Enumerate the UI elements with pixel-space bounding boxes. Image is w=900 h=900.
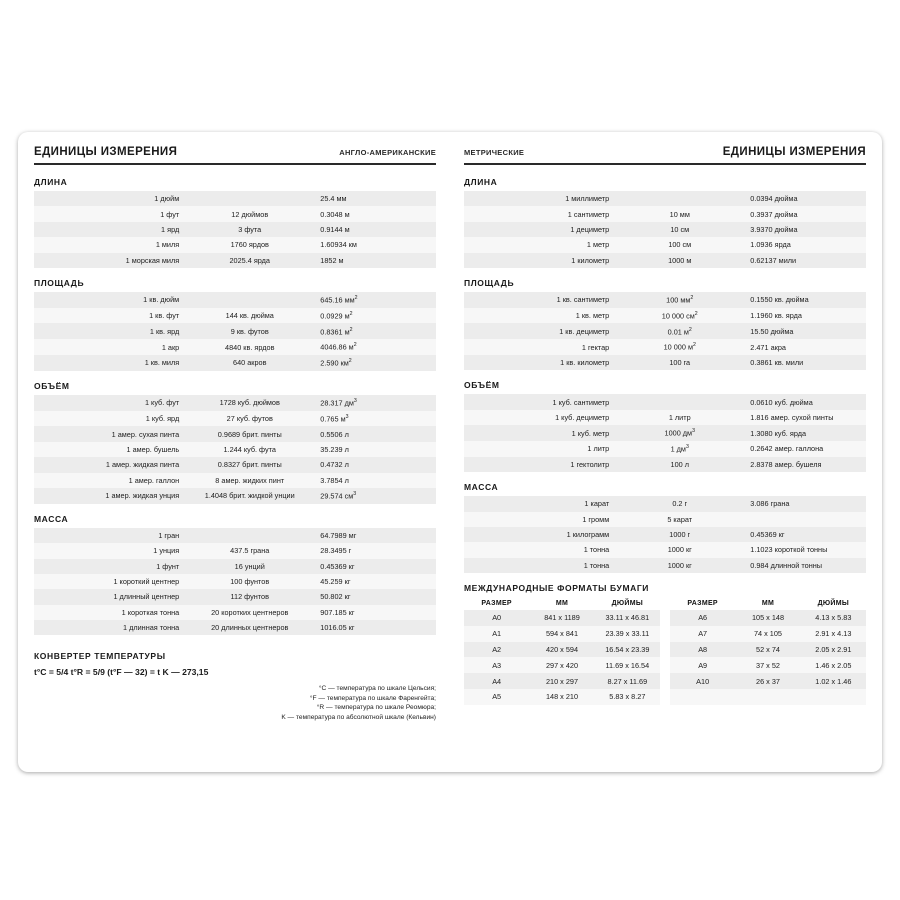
table-cell: 594 x 841 (529, 626, 594, 642)
table-cell: 1852 м (314, 253, 436, 268)
table-cell: 0.984 длинной тонны (744, 558, 866, 573)
temperature-legend (34, 684, 436, 722)
table-cell: 1 короткий центнер (34, 574, 185, 589)
table-row (670, 626, 866, 642)
table-row (34, 543, 436, 558)
paper-column-header: РАЗМЕР (670, 597, 735, 610)
table-cell: 16 унций (185, 559, 314, 574)
table-row (670, 642, 866, 658)
table-cell: 100 га (615, 355, 744, 370)
table-row (34, 355, 436, 371)
table-cell: 1.1023 короткой тонны (744, 542, 866, 557)
table-cell: 1 миллиметр (464, 191, 615, 206)
table-cell: 37 x 52 (735, 657, 800, 673)
table-row (464, 527, 866, 542)
table-cell: 0.62137 мили (744, 253, 866, 268)
table-row (464, 657, 660, 673)
table-cell: 1 громм (464, 512, 615, 527)
table-row (34, 457, 436, 472)
table-cell: 112 фунтов (185, 589, 314, 604)
table-row (464, 496, 866, 511)
table-cell: 11.69 x 16.54 (595, 657, 660, 673)
table-cell: 1 куб. фут (34, 395, 185, 411)
section-title: ПЛОЩАДЬ (34, 277, 85, 288)
table-row (34, 559, 436, 574)
table-cell: 0.0929 $м^2$ (314, 308, 436, 324)
table-row (464, 191, 866, 206)
table-cell: A3 (464, 657, 529, 673)
table-cell: A2 (464, 642, 529, 658)
table-cell: 4046.86 $м^2$ (314, 339, 436, 355)
table-cell: 10 000 $см^2$ (615, 308, 744, 324)
table-cell: 52 x 74 (735, 642, 800, 658)
table-cell: 20 коротких центнеров (185, 605, 314, 620)
table-cell: 1 ярд (34, 222, 185, 237)
table-cell: 2.05 x 2.91 (801, 642, 866, 658)
table-cell (744, 512, 866, 527)
paper-column-header: ДЮЙМЫ (595, 597, 660, 610)
table-cell: 25.4 мм (314, 191, 436, 206)
table-row (34, 411, 436, 427)
table-cell: 1 длинная тонна (34, 620, 185, 635)
table-cell: 1 километр (464, 253, 615, 268)
temperature-legend-line: °C — температура по шкале Цельсия; (318, 685, 436, 693)
table-cell: 1 амер. сухая пинта (34, 426, 185, 441)
paper-body-left (464, 610, 660, 705)
table-cell: 1.816 амер. сухой пинты (744, 410, 866, 425)
table-cell: 1.60934 км (314, 237, 436, 252)
table-cell: 0.1550 кв. дюйма (744, 292, 866, 308)
table-row (464, 292, 866, 308)
table-row (464, 626, 660, 642)
table-cell: 0.3937 дюйма (744, 206, 866, 221)
table-cell: 437.5 грана (185, 543, 314, 558)
table-cell: 1.3080 куб. ярда (744, 425, 866, 441)
paper-table-left (464, 597, 660, 705)
table-cell: 0.0610 куб. дюйма (744, 394, 866, 409)
section-title: ПЛОЩАДЬ (464, 277, 515, 288)
table-row (34, 323, 436, 339)
table-cell: 1 куб. дециметр (464, 410, 615, 425)
table-cell: 2025.4 ярда (185, 253, 314, 268)
table-cell: 1 амер. жидкая унция (34, 488, 185, 504)
table-cell: 12 дюймов (185, 206, 314, 221)
table-cell (185, 292, 314, 308)
table-cell: 1 карат (464, 496, 615, 511)
table-row (464, 673, 660, 689)
table-cell: 1 куб. сантиметр (464, 394, 615, 409)
paper-header-row-right (670, 597, 866, 610)
table-cell: 1 кв. фут (34, 308, 185, 324)
table-cell: 20 длинных центнеров (185, 620, 314, 635)
table-cell: 1 тонна (464, 558, 615, 573)
table-row (34, 605, 436, 620)
table-row (464, 610, 660, 626)
paper-column-header: ММ (735, 597, 800, 610)
table-row (34, 237, 436, 252)
table-cell: 1.02 x 1.46 (801, 673, 866, 689)
table-row (34, 574, 436, 589)
paper-column-header: РАЗМЕР (464, 597, 529, 610)
table-cell: 0.9144 м (314, 222, 436, 237)
table-row (464, 355, 866, 370)
table-cell: 1 кв. километр (464, 355, 615, 370)
table-cell: A6 (670, 610, 735, 626)
table-cell: 1 кв. метр (464, 308, 615, 324)
table-cell: 28.3495 г (314, 543, 436, 558)
table-cell: 1000 м (615, 253, 744, 268)
table-cell (615, 191, 744, 206)
table-row (464, 253, 866, 268)
conversion-table (34, 191, 436, 268)
right-sections (464, 177, 866, 573)
table-cell: 29.574 $см^3$ (314, 488, 436, 504)
left-sections (34, 177, 436, 635)
table-cell: 1 куб. ярд (34, 411, 185, 427)
table-cell: 1 кв. миля (34, 355, 185, 371)
table-row (34, 222, 436, 237)
table-cell: 0.0394 дюйма (744, 191, 866, 206)
table-cell (185, 528, 314, 543)
table-cell: 1 литр (464, 441, 615, 457)
table-cell: 0.5506 л (314, 426, 436, 441)
table-cell (801, 689, 866, 705)
table-row (670, 689, 866, 705)
table-cell: A1 (464, 626, 529, 642)
table-cell: 0.4732 л (314, 457, 436, 472)
table-row (464, 542, 866, 557)
table-cell: 5.83 x 8.27 (595, 689, 660, 705)
table-cell: 645.16 $мм^2$ (314, 292, 436, 308)
left-header (34, 146, 436, 165)
section-title: МАССА (464, 482, 499, 493)
table-cell: 5 карат (615, 512, 744, 527)
table-cell: 1 килограмм (464, 527, 615, 542)
table-cell: 210 x 297 (529, 673, 594, 689)
table-row (34, 442, 436, 457)
table-cell: 1 фут (34, 206, 185, 221)
table-cell: 1 сантиметр (464, 206, 615, 221)
table-row (34, 473, 436, 488)
table-cell: 1.1960 кв. ярда (744, 308, 866, 324)
table-row (464, 457, 866, 472)
table-cell: 3.7854 л (314, 473, 436, 488)
temperature-legend-line: °F — температура по шкале Фаренгейта; (309, 694, 436, 702)
table-cell: 1 гектар (464, 339, 615, 355)
table-cell: 100 $мм^2$ (615, 292, 744, 308)
table-cell: 10 мм (615, 206, 744, 221)
table-cell: 9 кв. футов (185, 323, 314, 339)
paper-column-header: ДЮЙМЫ (801, 597, 866, 610)
table-cell (670, 689, 735, 705)
table-cell: 1728 куб. дюймов (185, 395, 314, 411)
table-row (464, 394, 866, 409)
conversion-table (464, 191, 866, 268)
table-cell: 420 x 594 (529, 642, 594, 658)
table-row (464, 689, 660, 705)
column-metric (450, 146, 866, 762)
table-cell: 1 литр (615, 410, 744, 425)
section-title: ДЛИНА (464, 177, 498, 187)
table-cell: 0.8361 $м^2$ (314, 323, 436, 339)
table-cell: 2.590 $км^2$ (314, 355, 436, 371)
reference-card (18, 132, 882, 772)
table-row (670, 610, 866, 626)
table-cell: 45.259 кг (314, 574, 436, 589)
table-cell: A4 (464, 673, 529, 689)
paper-formats-title: МЕЖДУНАРОДНЫЕ ФОРМАТЫ БУМАГИ (464, 583, 649, 594)
left-header-subtitle: АНГЛО-АМЕРИКАНСКИЕ (339, 148, 436, 157)
table-cell: 74 x 105 (735, 626, 800, 642)
table-row (34, 488, 436, 504)
table-cell: A0 (464, 610, 529, 626)
table-cell: 1760 ярдов (185, 237, 314, 252)
table-cell: 2.91 x 4.13 (801, 626, 866, 642)
table-cell: 1.46 x 2.05 (801, 657, 866, 673)
table-row (464, 222, 866, 237)
paper-table-right (670, 597, 866, 705)
table-cell: A5 (464, 689, 529, 705)
section-title: ОБЪЁМ (34, 380, 70, 391)
table-row (464, 441, 866, 457)
table-cell (615, 394, 744, 409)
table-cell: 0.3048 м (314, 206, 436, 221)
table-cell: 0.9689 брит. пинты (185, 426, 314, 441)
table-row (34, 253, 436, 268)
table-cell: 1 акр (34, 339, 185, 355)
section-title: МАССА (34, 513, 69, 524)
table-cell: 50.802 кг (314, 589, 436, 604)
table-cell: 0.2 г (615, 496, 744, 511)
table-row (34, 292, 436, 308)
table-row (34, 308, 436, 324)
table-cell: 100 фунтов (185, 574, 314, 589)
table-row (464, 410, 866, 425)
table-row (464, 558, 866, 573)
table-cell: A9 (670, 657, 735, 673)
table-cell: 28.317 $дм^3$ (314, 395, 436, 411)
table-cell (185, 191, 314, 206)
temperature-legend-line: °R — температура по шкале Реомюра; (316, 704, 436, 712)
table-cell: 1 кв. дециметр (464, 323, 615, 339)
right-header-subtitle: МЕТРИЧЕСКИЕ (464, 148, 525, 157)
table-row (34, 528, 436, 543)
table-row (464, 642, 660, 658)
table-cell: 0.2642 амер. галлона (744, 441, 866, 457)
paper-column-header: ММ (529, 597, 594, 610)
conversion-table (464, 496, 866, 573)
table-cell: 4840 кв. ярдов (185, 339, 314, 355)
table-cell: 8.27 x 11.69 (595, 673, 660, 689)
table-cell: 1 амер. бушель (34, 442, 185, 457)
temperature-formula: t°C = 5/4 t°R = 5/9 (t°F — 32) = t K — 273,15 (34, 667, 209, 678)
table-cell: 10 см (615, 222, 744, 237)
table-cell (735, 689, 800, 705)
table-row (464, 206, 866, 221)
table-row (670, 657, 866, 673)
table-cell: 15.50 дюйма (744, 323, 866, 339)
table-row (34, 339, 436, 355)
table-cell: 841 x 1189 (529, 610, 594, 626)
table-row (464, 308, 866, 324)
table-row (34, 620, 436, 635)
temperature-title: КОНВЕРТЕР ТЕМПЕРАТУРЫ (34, 651, 166, 662)
section-title: ОБЪЁМ (464, 380, 500, 391)
table-row (464, 323, 866, 339)
table-cell: 35.239 л (314, 442, 436, 457)
table-cell: 10 000 $м^2$ (615, 339, 744, 355)
table-cell: 100 см (615, 237, 744, 252)
section-title: ДЛИНА (34, 177, 68, 187)
conversion-table (464, 292, 866, 371)
table-cell: 1 длинный центнер (34, 589, 185, 604)
table-cell: 1 гран (34, 528, 185, 543)
conversion-table (464, 394, 866, 472)
right-header (464, 146, 866, 165)
table-cell: 144 кв. дюйма (185, 308, 314, 324)
table-cell: 1 дюйм (34, 191, 185, 206)
table-row (670, 673, 866, 689)
table-cell: 1000 кг (615, 558, 744, 573)
table-cell: 64.7989 мг (314, 528, 436, 543)
table-cell: A8 (670, 642, 735, 658)
conversion-table (34, 528, 436, 636)
table-cell: 33.11 x 46.81 (595, 610, 660, 626)
table-cell: 3.9370 дюйма (744, 222, 866, 237)
table-row (34, 191, 436, 206)
table-cell: 2.471 акра (744, 339, 866, 355)
left-header-title: ЕДИНИЦЫ ИЗМЕРЕНИЯ (34, 146, 178, 158)
table-row (34, 395, 436, 411)
table-cell: 0.45369 кг (314, 559, 436, 574)
table-cell: 3 фута (185, 222, 314, 237)
conversion-table (34, 395, 436, 504)
table-cell: 1 миля (34, 237, 185, 252)
table-row (464, 425, 866, 441)
table-cell: 1 кв. сантиметр (464, 292, 615, 308)
table-cell: 4.13 x 5.83 (801, 610, 866, 626)
table-cell: 1 дециметр (464, 222, 615, 237)
paper-body-right (670, 610, 866, 705)
table-cell: 907.185 кг (314, 605, 436, 620)
table-cell: 1 унция (34, 543, 185, 558)
table-cell: 1016.05 кг (314, 620, 436, 635)
table-cell: 105 x 148 (735, 610, 800, 626)
column-imperial (34, 146, 450, 762)
table-cell: 1 морская миля (34, 253, 185, 268)
paper-header-row-left (464, 597, 660, 610)
table-cell: 27 куб. футов (185, 411, 314, 427)
table-cell: 1.0936 ярда (744, 237, 866, 252)
table-cell: 1.4048 брит. жидкой унции (185, 488, 314, 504)
table-cell: 0.01 $м^2$ (615, 323, 744, 339)
table-cell: 3.086 грана (744, 496, 866, 511)
table-cell: 2.8378 амер. бушеля (744, 457, 866, 472)
table-cell: 1 короткая тонна (34, 605, 185, 620)
table-cell: 1 куб. метр (464, 425, 615, 441)
table-cell: 1 кв. ярд (34, 323, 185, 339)
table-cell: 0.765 $м^3$ (314, 411, 436, 427)
temperature-legend-line: K — температура по абсолютной шкале (Кельвин) (281, 714, 436, 722)
table-cell: 1 тонна (464, 542, 615, 557)
table-cell: 0.3861 кв. мили (744, 355, 866, 370)
table-cell: 1.244 куб. фута (185, 442, 314, 457)
table-row (464, 512, 866, 527)
table-cell: 0.45369 кг (744, 527, 866, 542)
table-cell: 1 кв. дюйм (34, 292, 185, 308)
table-cell: A10 (670, 673, 735, 689)
table-row (464, 339, 866, 355)
table-cell: 1 метр (464, 237, 615, 252)
table-cell: 297 x 420 (529, 657, 594, 673)
table-cell: A7 (670, 626, 735, 642)
table-cell: 26 x 37 (735, 673, 800, 689)
paper-formats (464, 597, 866, 705)
table-cell: 100 л (615, 457, 744, 472)
table-cell: 23.39 x 33.11 (595, 626, 660, 642)
table-cell: 16.54 x 23.39 (595, 642, 660, 658)
table-cell: 1 амер. галлон (34, 473, 185, 488)
table-cell: 640 акров (185, 355, 314, 371)
right-header-title: ЕДИНИЦЫ ИЗМЕРЕНИЯ (722, 146, 866, 158)
table-cell: 1 фунт (34, 559, 185, 574)
table-cell: 1000 г (615, 527, 744, 542)
table-row (34, 589, 436, 604)
table-cell: 1 $дм^3$ (615, 441, 744, 457)
table-row (464, 237, 866, 252)
table-cell: 0.8327 брит. пинты (185, 457, 314, 472)
table-row (34, 426, 436, 441)
table-row (34, 206, 436, 221)
table-cell: 1000 кг (615, 542, 744, 557)
table-cell: 1 амер. жидкая пинта (34, 457, 185, 472)
table-cell: 1000 $дм^3$ (615, 425, 744, 441)
table-cell: 148 x 210 (529, 689, 594, 705)
conversion-table (34, 292, 436, 371)
table-cell: 1 гектолитр (464, 457, 615, 472)
table-cell: 8 амер. жидких пинт (185, 473, 314, 488)
